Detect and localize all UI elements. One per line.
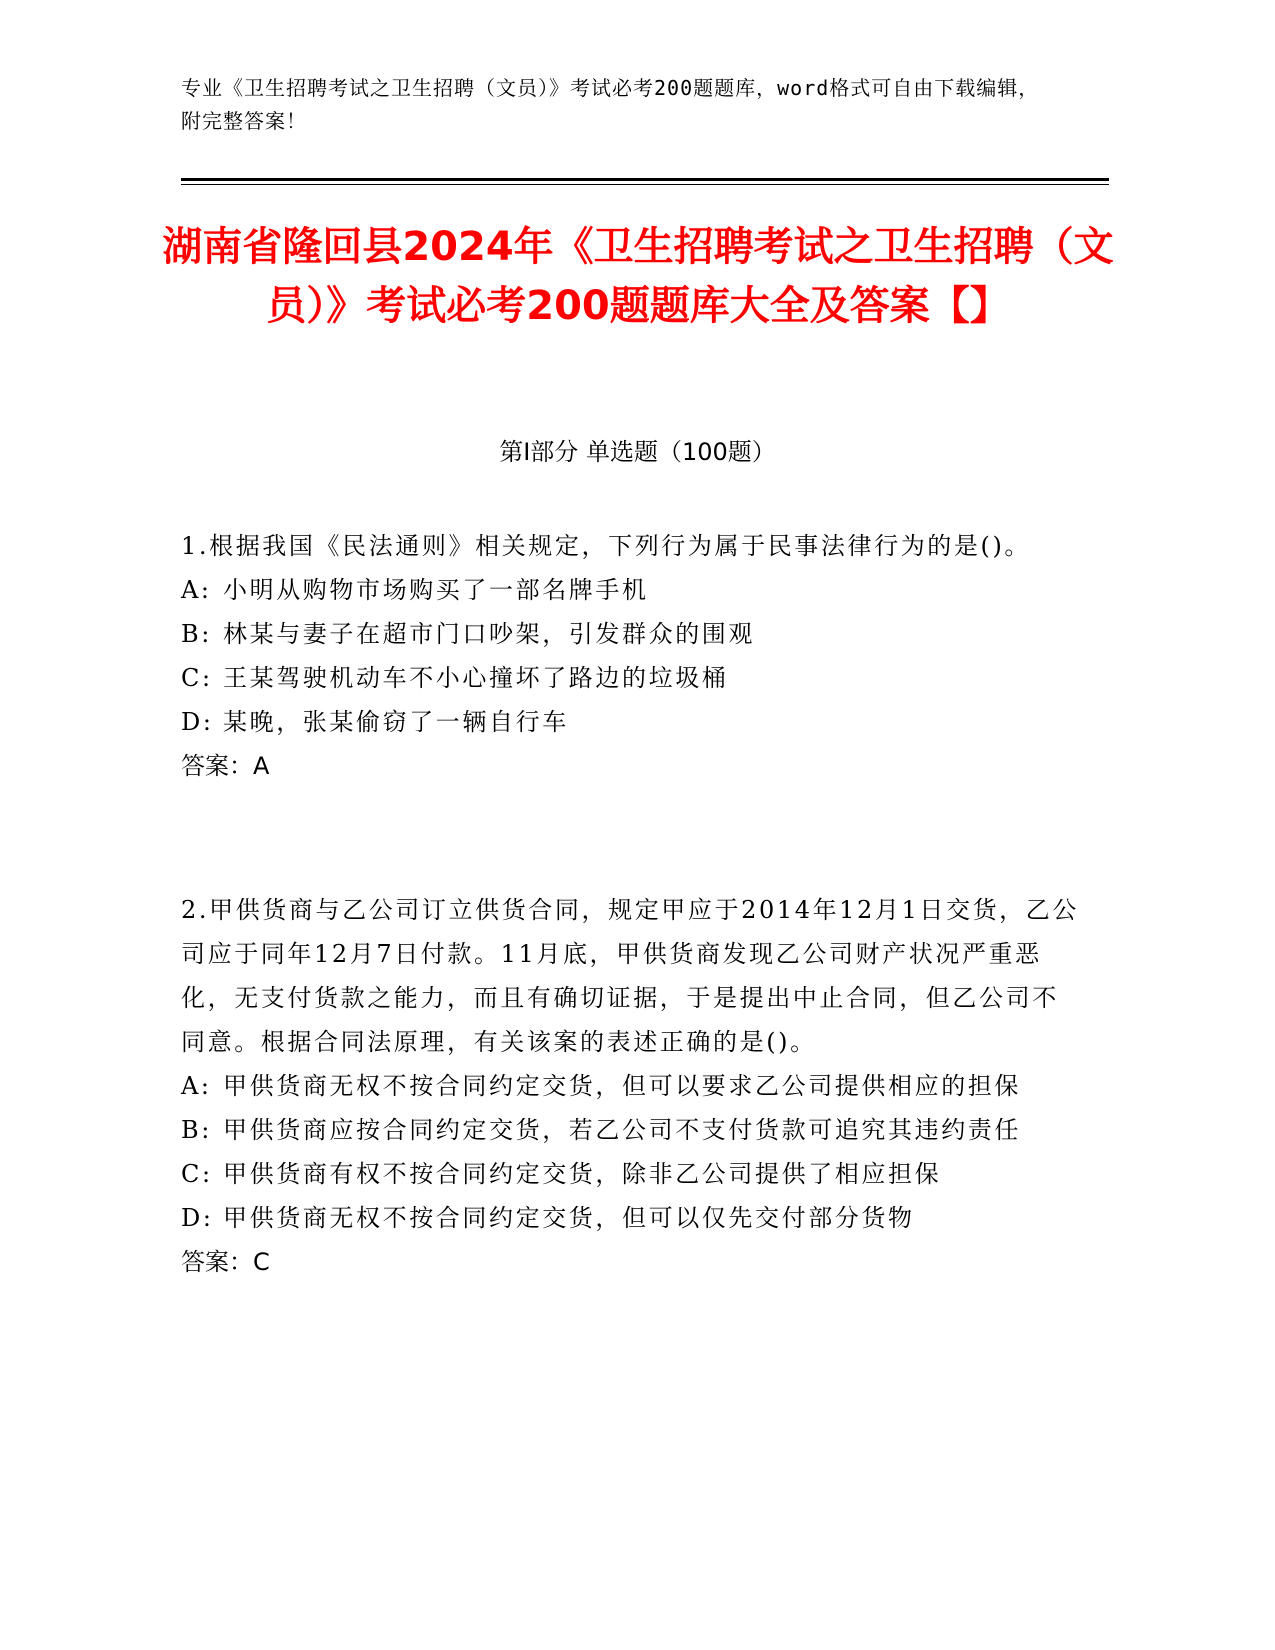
option-text: 小明从购物市场购买了一部名牌手机 (223, 576, 649, 604)
option-text: 甲供货商有权不按合同约定交货，除非乙公司提供了相应担保 (223, 1160, 942, 1188)
option-d (181, 700, 1081, 744)
option-letter: D: (181, 1204, 214, 1232)
option-a (181, 568, 1081, 612)
option-letter: D: (181, 708, 214, 736)
question-1 (181, 524, 1081, 788)
answer-label: 答案：A (181, 752, 270, 780)
option-b (181, 612, 1081, 656)
option-letter: C: (181, 1160, 213, 1188)
option-letter: B: (181, 620, 212, 648)
question-2 (181, 888, 1081, 1284)
option-b (181, 1108, 1081, 1152)
answer-label: 答案：C (181, 1248, 270, 1276)
option-c (181, 656, 1081, 700)
option-text: 林某与妻子在超市门口吵架，引发群众的围观 (223, 620, 755, 648)
option-text: 某晚，张某偷窃了一辆自行车 (223, 708, 569, 736)
header-divider-thick (181, 178, 1109, 181)
option-text: 王某驾驶机动车不小心撞坏了路边的垃圾桶 (223, 664, 729, 692)
section-heading: 第Ⅰ部分 单选题（100题） (499, 438, 776, 466)
header-divider-thin (181, 184, 1109, 185)
option-c (181, 1152, 1081, 1196)
option-text: 甲供货商无权不按合同约定交货，但可以仅先交付部分货物 (223, 1204, 915, 1232)
option-letter: A: (181, 1072, 212, 1100)
question-stem: 2.甲供货商与乙公司订立供货合同，规定甲应于2014年12月1日交货，乙公司应于同年12月7日付款。11月底，甲供货商发现乙公司财产状况严重恶化，无支付货款之能力，而且有确切证据，于是提出中止合同，但乙公司不同意。根据合同法原理，有关该案的表述正确的是()。 (181, 896, 1079, 1056)
option-a (181, 1064, 1081, 1108)
option-letter: B: (181, 1116, 212, 1144)
option-letter: C: (181, 664, 213, 692)
option-letter: A: (181, 576, 212, 604)
option-d (181, 1196, 1081, 1240)
option-text: 甲供货商应按合同约定交货，若乙公司不支付货款可追究其违约责任 (223, 1116, 1021, 1144)
question-stem: 1.根据我国《民法通则》相关规定，下列行为属于民事法律行为的是()。 (181, 532, 1032, 560)
option-text: 甲供货商无权不按合同约定交货，但可以要求乙公司提供相应的担保 (223, 1072, 1021, 1100)
document-title: 湖南省隆回县2024年《卫生招聘考试之卫生招聘（文员）》考试必考200题题库大全及答案【】 (162, 224, 1114, 329)
document-intro: 专业《卫生招聘考试之卫生招聘（文员）》考试必考200题题库，word格式可自由下载编辑，附完整答案！ (181, 76, 1040, 133)
